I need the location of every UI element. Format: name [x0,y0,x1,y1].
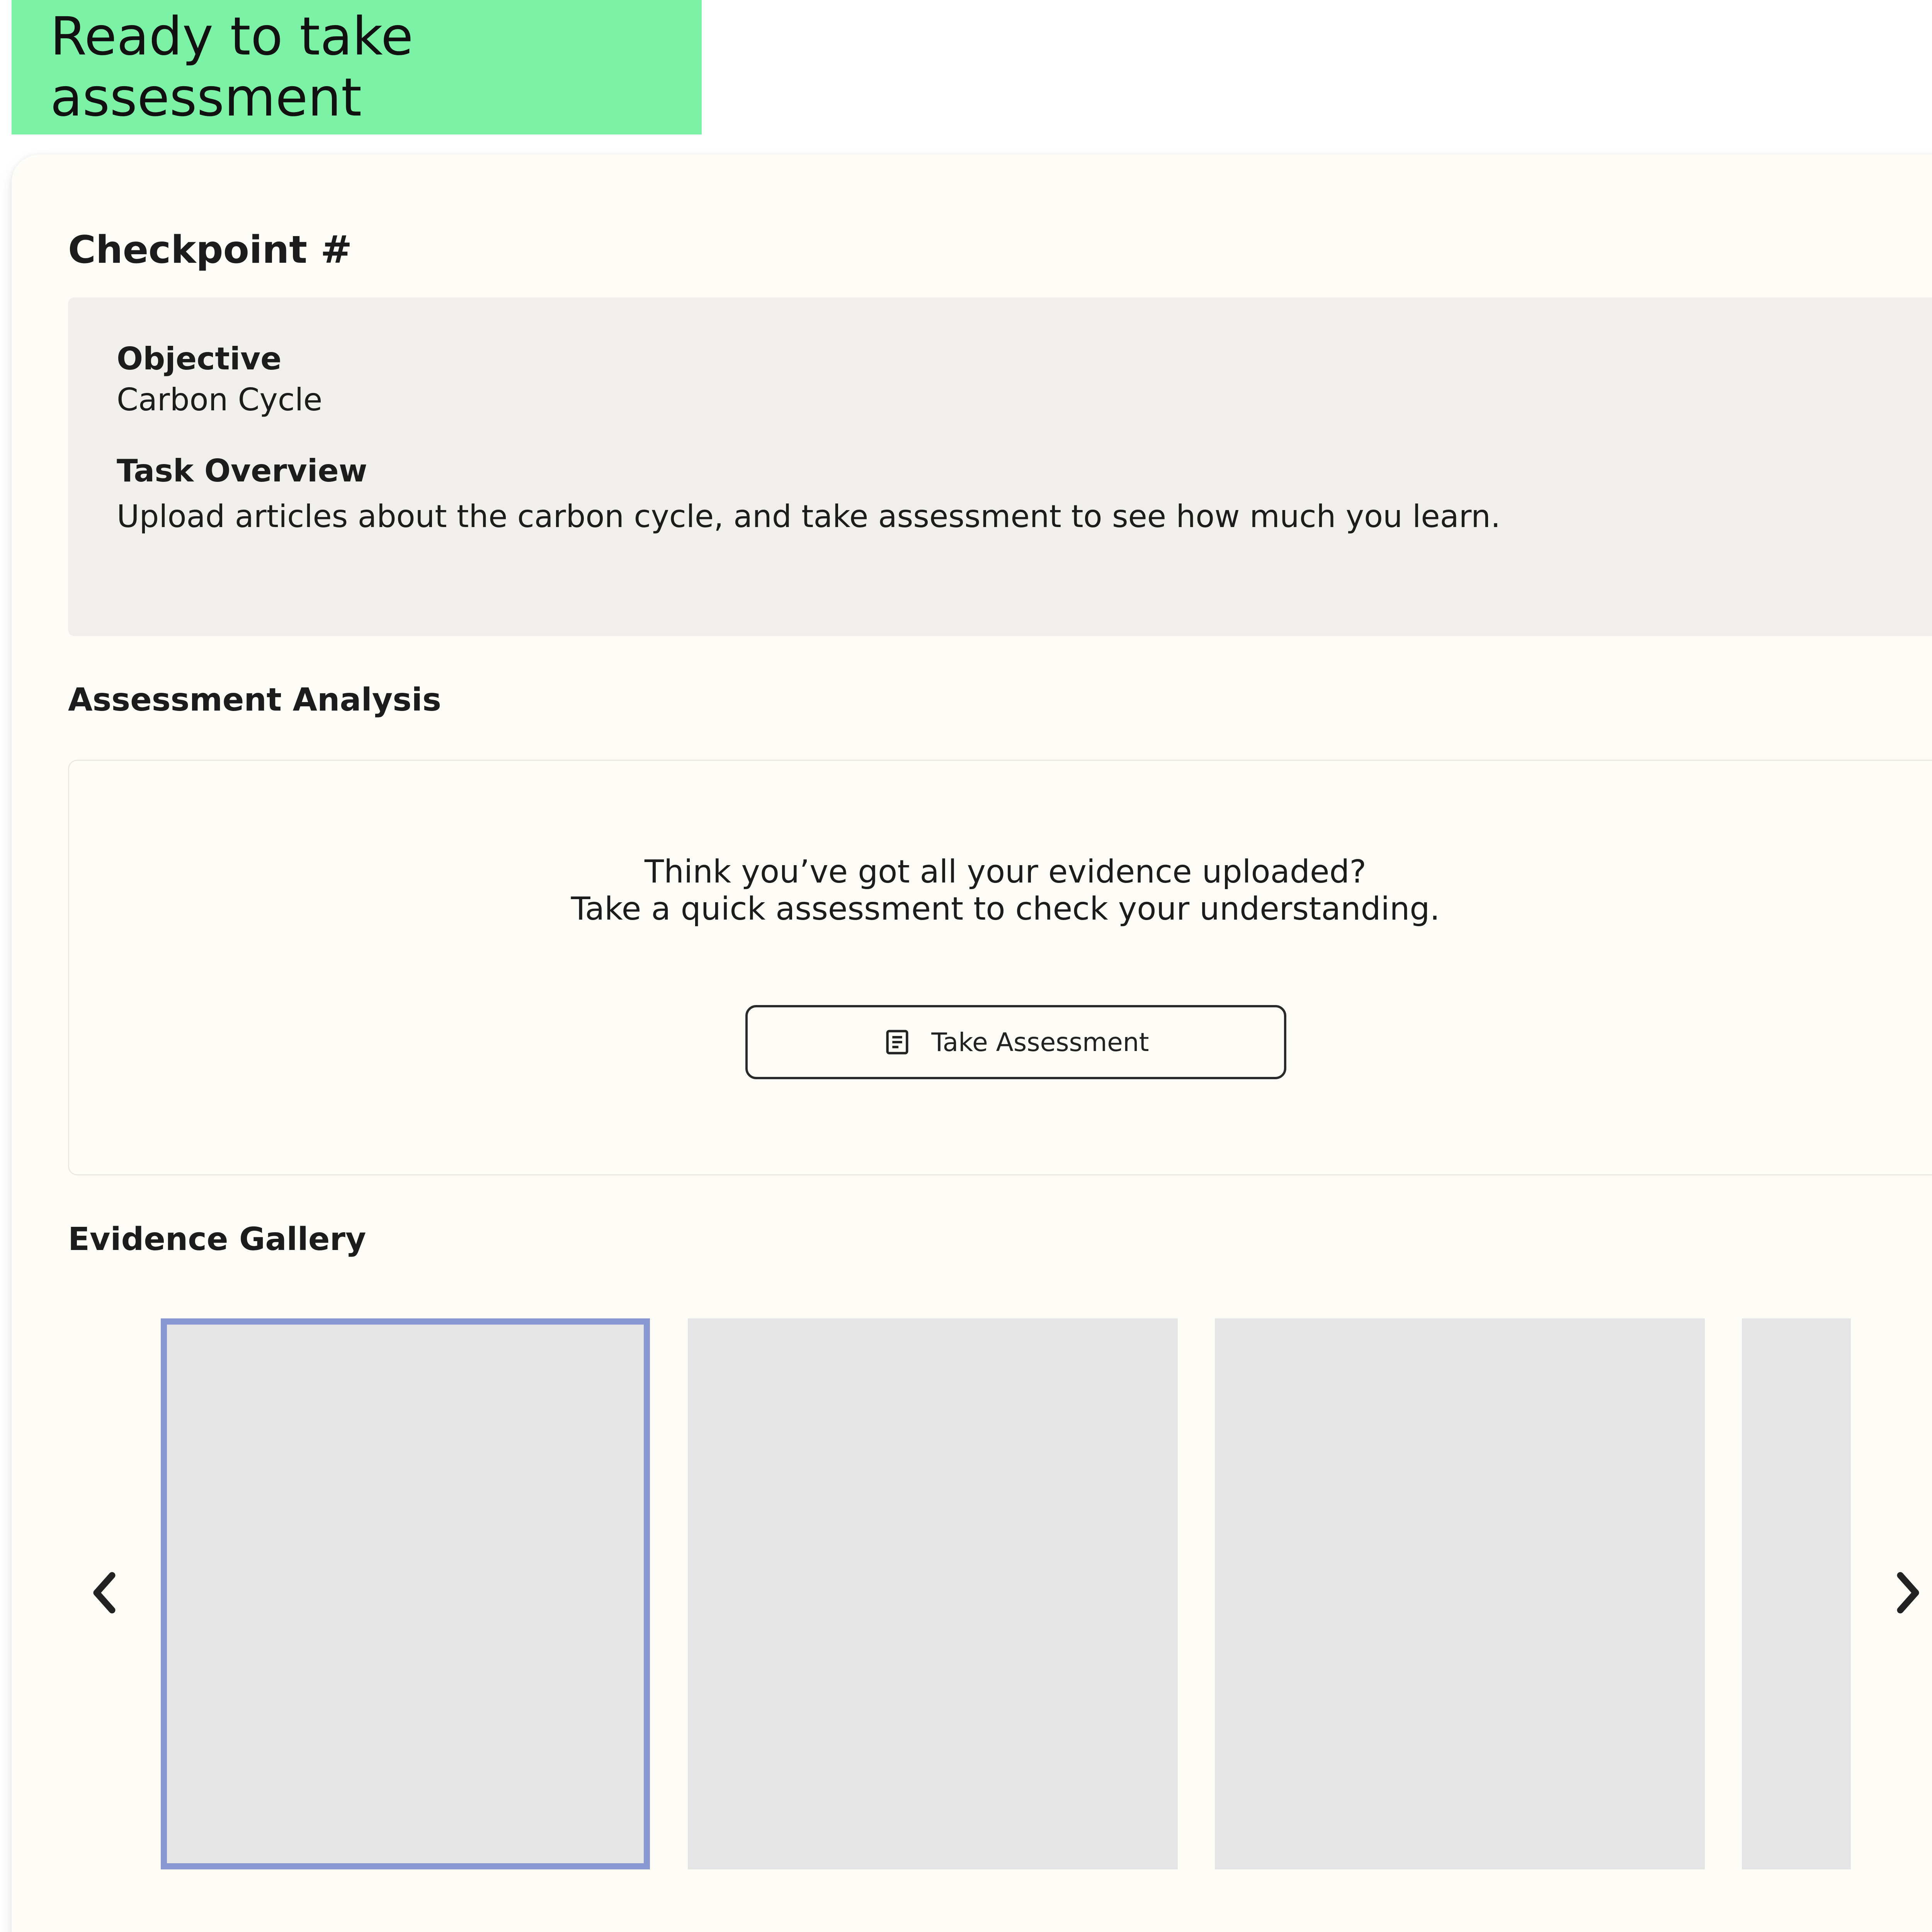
task-overview-label: Task Overview [117,453,367,489]
take-assessment-button[interactable] [745,1005,1286,1079]
document-icon [883,1027,912,1057]
take-assessment-label: Take Assessment [931,1027,1149,1057]
evidence-thumbnail-3[interactable] [1215,1318,1705,1869]
chevron-right-icon [1895,1571,1922,1614]
page-title: Checkpoint # [68,228,352,272]
chevron-left-icon [91,1571,118,1614]
assessment-prompt-line2: Take a quick assessment to check your understanding. [571,891,1440,927]
objective-panel [68,298,1932,636]
assessment-analysis-panel [68,760,1932,1175]
status-banner-text: Ready to take assessment [50,6,413,128]
gallery-next-button[interactable] [1881,1554,1932,1631]
objective-label: Objective [117,341,282,377]
task-overview-text: Upload articles about the carbon cycle, and take assessment to see how much you learn. [117,498,1501,534]
checkpoint-card [12,155,1932,1932]
objective-value: Carbon Cycle [117,382,323,418]
evidence-gallery-heading: Evidence Gallery [68,1221,366,1258]
gallery-prev-button[interactable] [77,1554,131,1631]
evidence-thumbnail-4[interactable] [1742,1318,1851,1869]
evidence-thumbnail-1[interactable] [161,1318,650,1869]
evidence-thumbnail-2[interactable] [688,1318,1178,1869]
assessment-analysis-heading: Assessment Analysis [68,682,441,718]
assessment-prompt-line1: Think you’ve got all your evidence uploaded? [644,854,1367,890]
status-banner [12,0,702,134]
